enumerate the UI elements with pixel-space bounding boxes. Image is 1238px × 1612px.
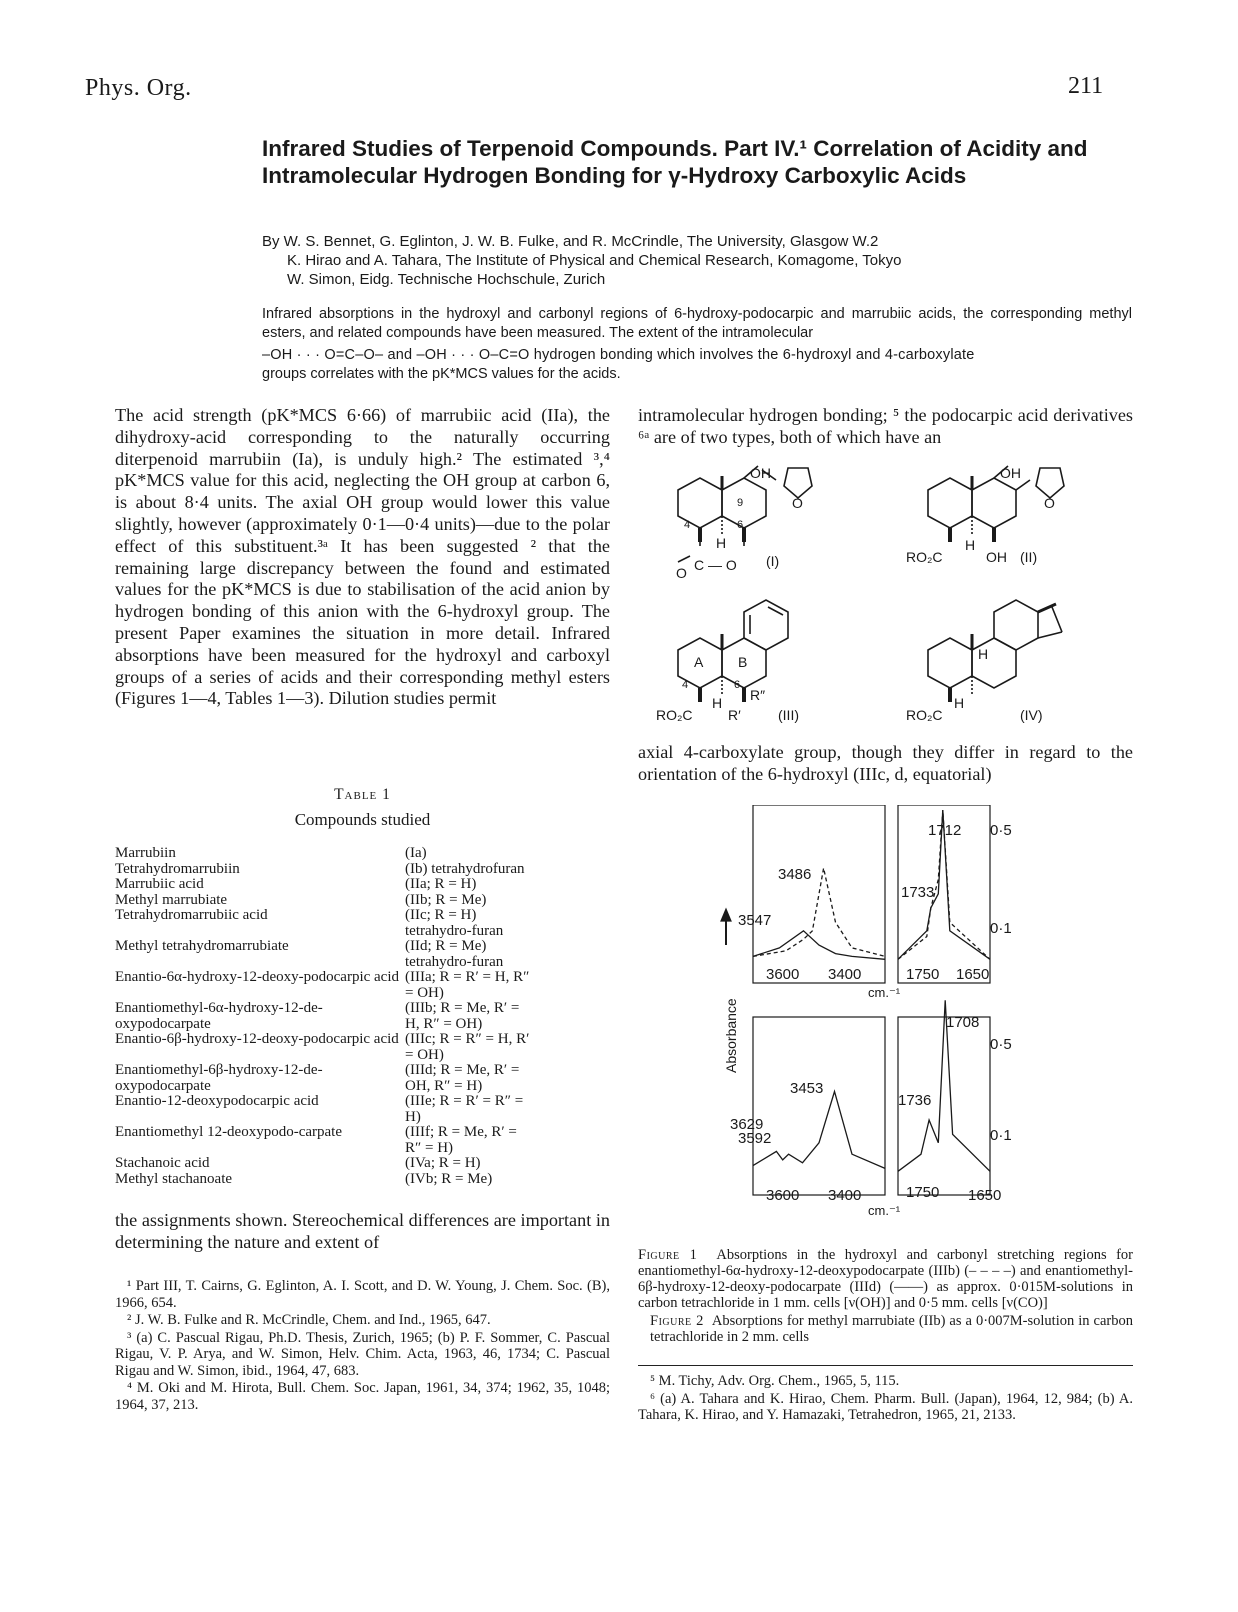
panel-lower-left-frame [753,1017,885,1195]
compound-name: Marrubiin [115,845,176,861]
peak-1733: 1733 [901,884,935,901]
compound-name: Enantiomethyl 12-deoxypodo-carpate [115,1124,343,1140]
table-row [115,1063,535,1094]
footnote-1: ¹ Part III, T. Cairns, G. Eglinton, A. I. Scott, and D. W. Young, J. Chem. Soc. (B), 1966, 654. [115,1278,610,1311]
h-label-IV: H [954,695,965,711]
table-row [115,846,535,862]
h-label-III: H [712,695,723,711]
figure-captions [638,1247,1133,1347]
o-label-II: O [1044,495,1055,511]
tick-3600-lower: 3600 [766,1187,800,1204]
compound-designation: (IIIf; R = Me, R′ = R″ = H) [405,1124,517,1156]
table-row [115,1125,535,1156]
peak-1712: 1712 [928,822,962,839]
tick-1650-upper: 1650 [956,966,990,983]
figure-1-text: Absorptions in the hydroxyl and carbonyl stretching regions for enantiomethyl-6α-hydroxy-12-deoxypodocarpate (IIIb) (– – – –) and enantiomethyl-6β-hydroxy-12-deoxy-podocarpate (IIId) (——) as approx. 0·015M-solutions in carbon tetrachloride in 1 mm. cells [ν(OH)] and 0·5 mm. cells [ν(CO)] [638,1247,1134,1311]
ro2c-label-III: RO₂C [656,707,693,723]
compound-name: Methyl tetrahydromarrubiate [115,938,289,954]
right-column-continuation [638,742,1133,786]
r-prime-label: R′ [728,707,741,723]
peak-1736: 1736 [898,1092,932,1109]
peak-3453: 3453 [790,1080,824,1097]
figure-1-caption [638,1247,1133,1311]
compound-designation: (IIIe; R = R′ = R″ = H) [405,1093,524,1125]
figure-2-text: Absorptions for methyl marrubiate (IIb) as a 0·007M-solution in carbon tetrachloride in 2 mm. cells [650,1313,1133,1345]
structure-III [678,600,788,702]
left-column-continuation [115,1210,610,1254]
oh-label-II: OH [1000,465,1021,481]
spectrum-line [753,931,885,960]
table-row [115,893,535,909]
c4-label-I: 4 [684,519,691,531]
abstract-last-line: groups correlates with the pK*MCS values for the acids. [262,365,621,382]
tick-1750-upper: 1750 [906,966,940,983]
footnote-rule [638,1365,1133,1366]
unit-cm-lower: cm.⁻¹ [868,1203,901,1218]
structure-label-I: (I) [766,553,780,569]
footnote-2: ² J. W. B. Fulke and R. McCrindle, Chem. and Ind., 1965, 647. [127,1312,491,1328]
table-row [115,862,535,878]
footnotes-right [638,1373,1133,1425]
compound-name: Enantio-6β-hydroxy-12-deoxy-podocarpic acid [115,1031,399,1047]
compound-designation: (IIa; R = H) [405,876,477,892]
figure-1-label: Figure 1 [638,1247,698,1263]
table-row [115,1094,535,1125]
structure-I [678,466,812,562]
compound-designation: (IIc; R = H) tetrahydro-furan [405,907,504,939]
article-title: Infrared Studies of Terpenoid Compounds. Part IV.¹ Correlation of Acidity and Intramolecular Hydrogen Bonding for γ-Hydroxy Carboxylic Acids [262,136,1088,188]
figure-2-label: Figure 2 [650,1313,704,1329]
compounds-table [115,846,535,1187]
unit-cm-upper: cm.⁻¹ [868,985,901,1000]
author-line-1: By W. S. Bennet, G. Eglinton, J. W. B. Fulke, and R. McCrindle, The University, Glasgow W.2 [262,233,879,250]
peak-3547: 3547 [738,912,772,929]
compound-name: Enantio-6α-hydroxy-12-deoxy-podocarpic acid [115,969,400,985]
table-1-label: Table 1 [334,786,391,803]
table-1-caption [115,786,610,830]
footnote-3: ³ (a) C. Pascual Rigau, Ph.D. Thesis, Zurich, 1965; (b) P. F. Sommer, C. Pascual Rigau, V. P. Arya, and W. Simon, Helv. Chim. Acta, 1963, 46, 1734; C. Pascual Rigau and W. Simon, ibid., 1964, 47, 683. [115,1329,610,1379]
abstract-text: Infrared absorptions in the hydroxyl and carbonyl regions of 6-hydroxy-podocarpic and marrubiic acids, the corresponding methyl esters, and related compounds have been measured. The extent of the intramolecular [262,306,1132,341]
c9-label-I: 9 [737,497,744,509]
compound-name: Enantiomethyl-6α-hydroxy-12-de-oxypodocarpate [115,1000,323,1032]
compound-name: Methyl marrubiate [115,891,228,908]
compound-designation: (IIIa; R = R′ = H, R″ = OH) [405,969,530,1001]
compound-designation: (Ia) [405,845,427,861]
table-1-subtitle: Compounds studied [294,810,431,829]
o-label-I: O [792,495,803,511]
right-continuation-paragraph: axial 4-carboxylate group, though they differ in regard to the orientation of the 6-hydroxyl (IIIc, d, equatorial) [638,742,1133,784]
table-row [115,1172,535,1188]
tick-3400-upper: 3400 [828,966,862,983]
table-row [115,908,535,939]
ro2c-label-II: RO₂C [906,549,943,565]
c6-label-I: 6 [737,519,744,531]
table-row [115,877,535,893]
author-line-2: K. Hirao and A. Tahara, The Institute of Physical and Chemical Research, Komagome, Tokyo [287,252,902,269]
compound-designation: (IVa; R = H) [405,1155,481,1171]
footnote-6: ⁶ (a) A. Tahara and K. Hirao, Chem. Pharm. Bull. (Japan), 1964, 12, 984; (b) A. Tahara, K. Hirao, and Y. Hamazaki, Tetrahedron, 1965, 21, 2133. [638,1390,1133,1423]
compound-name: Methyl stachanoate [115,1170,233,1187]
author-block [262,232,1142,289]
c4-label-III: 4 [682,679,689,691]
structure-label-III: (III) [778,707,799,723]
structure-label-II: (II) [1020,549,1038,565]
peak-3486: 3486 [778,866,812,883]
ytick-05-upper: 0·5 [990,822,1012,839]
lactone-label-I: C — O [694,557,737,573]
compound-designation: (IIId; R = Me, R′ = OH, R″ = H) [405,1062,520,1094]
compound-name: Marrubiic acid [115,876,204,892]
tick-1650-lower: 1650 [968,1187,1002,1204]
ring-a-label: A [694,654,704,670]
author-line-3: W. Simon, Eidg. Technische Hochschule, Zurich [287,271,606,288]
ytick-01-lower: 0·1 [990,1127,1012,1144]
compound-designation: (IIb; R = Me) [405,891,487,908]
ir-spectra-figure [718,805,1058,1235]
continuation-paragraph: the assignments shown. Stereochemical differences are important in determining the nature and extent of [115,1210,610,1252]
table-row [115,1001,535,1032]
tick-3400-lower: 3400 [828,1187,862,1204]
compound-designation: (IIIb; R = Me, R′ = H, R″ = OH) [405,1000,520,1032]
abstract-bond-line: –OH · · · O=C–O– and –OH · · · O–C=O hydrogen bonding which involves the 6-hydroxyl and 4-carboxylate [262,347,975,363]
c6-label-III: 6 [734,679,741,691]
structure-label-IV: (IV) [1020,707,1043,723]
compound-designation: (IIIc; R = R″ = H, R′ = OH) [405,1031,530,1063]
panel-upper-left-frame [753,805,885,983]
table-row [115,970,535,1001]
journal-name: Phys. Org. [85,75,192,101]
tick-1750-lower: 1750 [906,1184,940,1201]
ytick-05-lower: 0·5 [990,1036,1012,1053]
spectrum-line [753,1092,885,1169]
right-paragraph: intramolecular hydrogen bonding; ⁵ the podocarpic acid derivatives ⁶ᵃ are of two types, both of which have an [638,405,1133,447]
compound-designation: (IId; R = Me) tetrahydro-furan [405,938,504,970]
table-row [115,1156,535,1172]
compound-name: Enantio-12-deoxypodocarpic acid [115,1093,319,1109]
left-column-text [115,405,610,710]
structure-IV [928,600,1062,702]
footnote-4: ⁴ M. Oki and M. Hirota, Bull. Chem. Soc. Japan, 1961, 34, 374; 1962, 35, 1048; 1964, 37, 213. [115,1380,610,1413]
abstract [262,305,1132,383]
absorbance-axis-label: Absorbance [723,998,739,1073]
oh-label-II-6: OH [986,549,1007,565]
compound-designation: (IVb; R = Me) [405,1170,493,1187]
compound-designation: (Ib) tetrahydrofuran [405,860,525,877]
h-label-IV-9: H [978,646,989,662]
ro2c-label-IV: RO₂C [906,707,943,723]
r-dprime-label: R″ [750,687,766,703]
peak-3629: 3629 [730,1116,764,1133]
chemical-structures [638,462,1133,734]
compound-name: Tetrahydromarrubiic acid [115,907,268,923]
ring-b-label: B [738,654,748,670]
peak-3592: 3592 [738,1130,772,1147]
compound-name: Enantiomethyl-6β-hydroxy-12-de-oxypodocarpate [115,1062,323,1094]
footnote-5: ⁵ M. Tichy, Adv. Org. Chem., 1965, 5, 115. [650,1373,900,1389]
page-number: 211 [1068,73,1104,99]
h-label-I: H [716,535,727,551]
spectrum-line [753,868,885,956]
footnotes-left [115,1278,610,1414]
oh-label-I: OH [750,465,771,481]
h-label-II: H [965,537,976,553]
tick-3600-upper: 3600 [766,966,800,983]
compound-name: Tetrahydromarrubiin [115,860,240,877]
ytick-01-upper: 0·1 [990,920,1012,937]
right-column-text [638,405,1133,449]
peak-1708: 1708 [946,1014,980,1031]
intro-paragraph: The acid strength (pK*MCS 6·66) of marrubiic acid (IIa), the dihydroxy-acid corresponding to the naturally occurring diterpenoid marrubiin (Ia), is unduly high.² The estimated ³,⁴ pK*MCS value for this acid, neglecting the OH group at carbon 6, is about 8·4 units. The axial OH group would lower this value slightly, however (approximately 0·1—0·4 units)—due to the polar effect of this substituent.³ᵃ It has been suggested ² that the remaining large discrepancy between the found and estimated values for the pK*MCS is due to stabilisation of the acid anion by hydrogen bonding of this anion with the 6-hydroxyl group. The present Paper examines the situation in more detail. Infrared absorptions have been measured for the hydroxyl and carboxyl groups of a series of acids and their corresponding methyl esters (Figures 1—4, Tables 1—3). Dilution studies permit [115,405,610,709]
table-row [115,1032,535,1063]
compound-name: Stachanoic acid [115,1155,210,1171]
o-carbonyl-I: O [676,565,687,581]
table-row [115,939,535,970]
figure-2-caption [638,1313,1133,1345]
